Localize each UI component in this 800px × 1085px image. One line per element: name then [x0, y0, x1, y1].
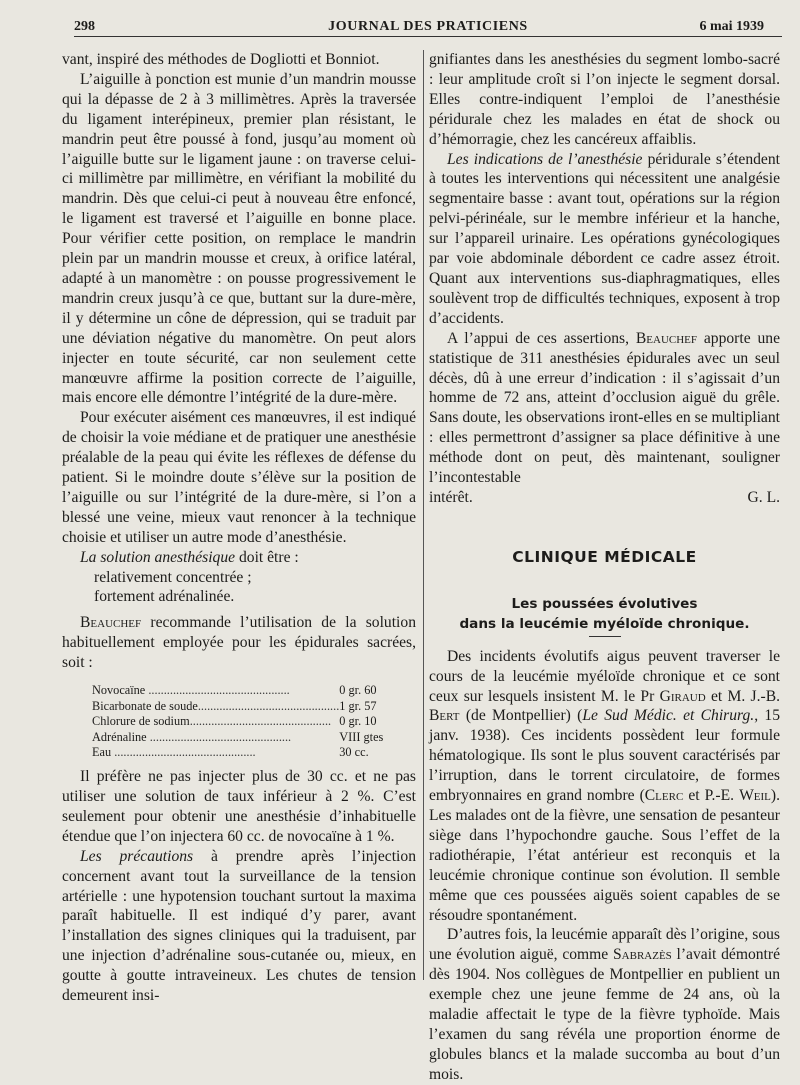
paragraph: A l’appui de ces assertions, Beauchef apporte une statistique de 311 anesthésies épidurales avec un seul décès, dû à une erreur d’indication : il s’agissait d’un homme de 72 ans, atteint d’occlusion aiguë du grêle. Sans doute, les observations iront-elles en se multipliant : elles permettront d’assigner sa place définitive à une méthode dont on peut, dès maintenant, souligner l’incontestable — [429, 329, 780, 487]
right-column — [429, 50, 780, 1085]
solution-intro: La solution anesthésique doit être : — [80, 548, 299, 566]
formula-row: Novocaïne .............................................. 0 gr. 60 — [92, 683, 377, 698]
author-name: Beauchef — [635, 329, 698, 347]
paragraph: Les indications de l’anesthésie péridurale s’étendent à toutes les interventions qui nécessitent une analgésie segmentaire basse : avant tout, opérations sur la région pelvi-périnéale, sur le membre inférieur et la hanche, sur l’appareil urinaire. Les opérations gynécologiques par voie abdominale débordent ce cadre assez étroit. Quant aux interventions sus-diaphragmatiques, elles soulèvent trop de difficultés techniques, exposent à trop d’accidents. — [429, 150, 780, 327]
left-column — [62, 50, 416, 1006]
signature-line: intérêt. G. L. — [429, 488, 780, 506]
paragraph: Pour exécuter aisément ces manœuvres, il est indiqué de choisir la voie médiane et de pratiquer une anesthésie préalable de la peau qui évite les réflexes de défense du patient. Si le moindre doute s’élève sur la position de l’aiguille ou sur l’intégrité de la dure-mère, si l’on a blessé une veine, mieux vaut renoncer à la technique choisie et utiliser un autre mode d’anesthésie. — [62, 409, 416, 546]
italic-heading: Les indications de l’anesthésie — [447, 150, 643, 168]
formula-row: Chlorure de sodium.............................................. 0 gr. 10 — [92, 714, 377, 729]
journal-title: JOURNAL DES PRATICIENS — [328, 19, 528, 34]
list-item: relativement concentrée ; — [94, 568, 252, 586]
page-header — [74, 14, 782, 37]
formula-row: Eau .............................................. 30 cc. — [92, 745, 369, 760]
italic-heading: La solution anesthésique — [80, 548, 236, 566]
paragraph: D’autres fois, la leucémie apparaît dès l’origine, sous une évolution aiguë, comme Sabrazès l’avait démontré dès 1904. Nos collègues de Montpellier en publient un exemple chez une jeune femme de 24 ans, où la maladie affectait le type de la fièvre typhoïde. Mais l’examen du sang révéla une proportion énorme de globules blancs et la malade succomba au bout d’un mois. — [429, 926, 780, 1083]
journal-citation: Le Sud Médic. et Chirurg. — [582, 707, 755, 725]
italic-heading: Les précautions — [80, 847, 194, 865]
paragraph: Beauchef recommande l’utilisation de la solution habituellement employée pour les épidurales sacrées, soit : — [62, 614, 416, 672]
paragraph: Il préfère ne pas injecter plus de 30 cc. et ne pas utiliser une solution de taux inférieur à 2 %. C’est seulement pour obtenir une anesthésie d’inhabituelle étendue que l’on injectera 60 cc. de novocaïne à 1 %. — [62, 768, 416, 845]
paragraph: L’aiguille à ponction est munie d’un mandrin mousse qui la dépasse de 2 à 3 millimètres. Après la traversée du ligament interépineux, premier plan résistant, le mandrin peut être poussé à fond, jusqu’au moment où l’aiguille butte sur le ligament jaune : on traverse celui-ci millimètre par millimètre, en vérifiant la mobilité du mandrin. Dès que celui-ci peut à nouveau être enfoncé, le ligament est traversé et l’aiguille en bonne place. Pour vérifier cette position, on remplace le mandrin plein par un mandrin mousse et creux, à orifice latéral, adapté à un manomètre : on pousse progressivement le mandrin creux jusqu’à ce que, buttant sur la dure-mère, il y détermine un cône de dépression, qui se traduit par une déviation négative du manomètre. On peut alors injecter en toute sécurité, car non seulement cette manœuvre affirme la position correcte de l’aiguille, mais encore elle démontre l’intégrité de la dure-mère. — [62, 70, 416, 407]
article-title: dans la leucémie myéloïde chronique. — [459, 615, 750, 632]
article-title: Les poussées évolutives — [511, 595, 698, 612]
formula-table — [92, 683, 392, 761]
author-name: Beauchef — [80, 614, 142, 632]
formula-row: Adrénaline .............................................. VIII gtes — [92, 729, 384, 744]
section-title: CLINIQUE MÉDICALE — [512, 547, 697, 566]
paragraph: vant, inspiré des méthodes de Dogliotti et Bonniot. — [62, 51, 380, 68]
issue-date: 6 mai 1939 — [699, 19, 764, 34]
title-divider — [589, 636, 621, 637]
page-number: 298 — [74, 19, 95, 34]
author-signature: G. L. — [747, 488, 780, 506]
list-item: fortement adrénalinée. — [94, 588, 235, 606]
formula-row: Bicarbonate de soude.............................................. 1 gr. 57 — [92, 698, 377, 713]
paragraph: Les précautions à prendre après l’injection concernent avant tout la surveillance de la tension artérielle : une hypotension touchant surtout la maxima paraît habituelle. Il est indiqué d’y parer, avant l’installation des signes cliniques qui la traduisent, par une injection d’adrénaline sous-cutanée ou, mieux, en goutte à goutte intraveineux. Les chutes de tension demeurent insi- — [62, 847, 416, 1005]
paragraph: Des incidents évolutifs aigus peuvent traverser le cours de la leucémie myéloïde chronique et ce sont ceux sur lesquels insistent M. le Pr Giraud et M. J.-B. Bert (de Montpellier) (Le Sud Médic. et Chirurg., 15 janv. 1938). Ces incidents possèdent leur formule hématologique. Ils sont le plus souvent caractérisés par l’irruption, dans le torrent circulatoire, de formes embryonnaires en grand nombre (Clerc et P.-E. Weil). Les malades ont de la fièvre, une sensation de pesanteur siège dans l’hypochondre gauche. Sous l’effet de la radiothérapie, l’état antérieur est reconquis et la leucémie chronique continue son évolution. Il semble même que ces poussées aiguës soient capables de se résoudre spontanément. — [429, 647, 780, 924]
column-divider — [423, 50, 424, 980]
paragraph: gnifiantes dans les anesthésies du segment lombo-sacré : leur amplitude croît si l’on injecte le segment dorsal. Elles contre-indiquent l’emploi de l’anesthésie péridurale chez les malades en état de shock ou d’hémorragie, chez les cancéreux affaiblis. — [429, 51, 780, 148]
